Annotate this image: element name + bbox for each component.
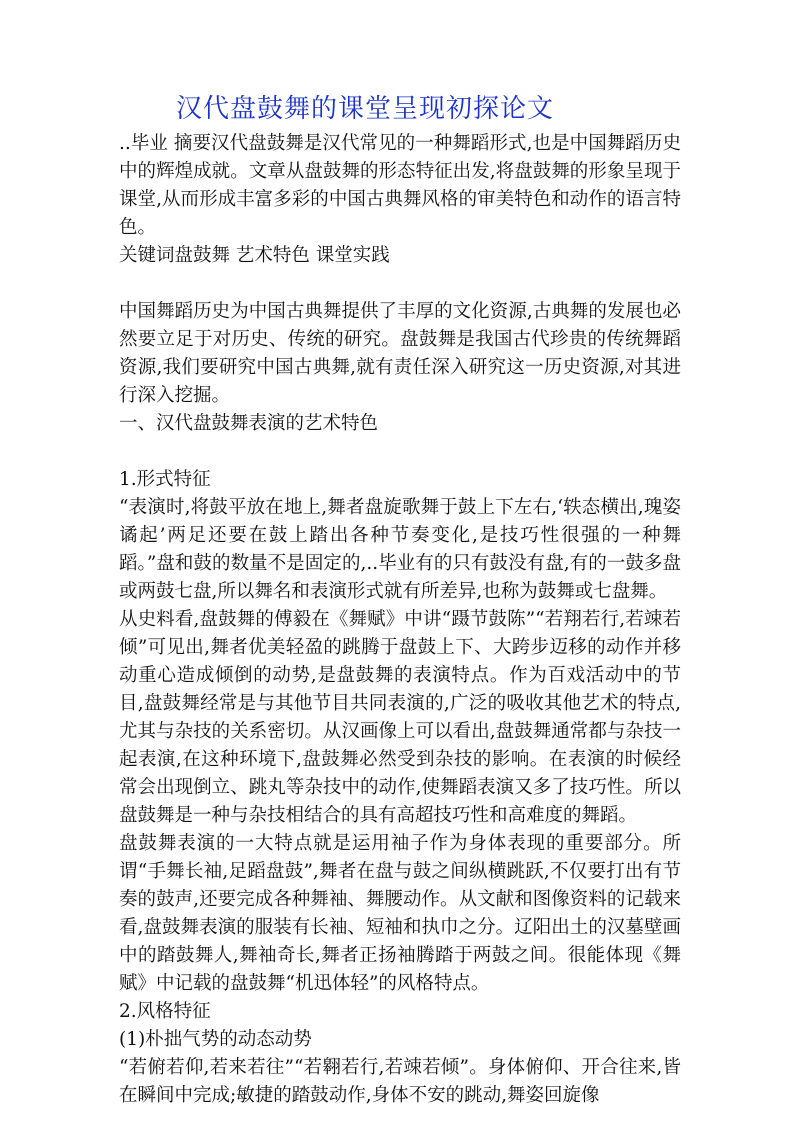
blank-line [119,438,681,466]
abstract-paragraph: ..毕业 摘要汉代盘鼓舞是汉代常见的一种舞蹈形式,也是中国舞蹈历史中的辉煌成就。文章从盘鼓舞的形态特征出发,将盘鼓舞的形象呈现于课堂,从而形成丰富多彩的中国古典舞风格的审美特色和动作的语言特色。 [119,133,681,238]
body-paragraph: 盘鼓舞表演的一大特点就是运用袖子作为身体表现的重要部分。所谓“手舞长袖,足蹈盘鼓”,舞者在盘与鼓之间纵横跳跃,不仅要打出有节奏的鼓声,还要完成各种舞袖、舞腰动作。从文献和图像资料的记载来看,盘鼓舞表演的服装有长袖、短袖和执巾之分。辽阳出土的汉墓壁画中的踏鼓舞人,舞袖奇长,舞者正扬袖腾踏于两鼓之间。很能体现《舞赋》中记载的盘鼓舞“机迅体轻”的风格特点。 [119,833,681,994]
document-title: 汉代盘鼓舞的课堂呈现初探论文 [176,94,555,124]
keywords-line: 关键词盘鼓舞 艺术特色 课堂实践 [119,245,390,266]
intro-paragraph: 中国舞蹈历史为中国古典舞提供了丰厚的文化资源,古典舞的发展也必然要立足于对历史、传统的研究。盘鼓舞是我国古代珍贵的传统舞蹈资源,我们要研究中国古典舞,就有责任深入研究这一历史资源,对其进行深入挖掘。 [119,301,681,406]
blank-line [119,270,681,298]
body-paragraph: 从史料看,盘鼓舞的傅毅在《舞赋》中讲“蹑节鼓陈”“若翔若行,若竦若倾”可见出,舞者优美轻盈的跳腾于盘鼓上下、大跨步迈移的动作并移动重心造成倾倒的动势,是盘鼓舞的表演特点。作为百戏活动中的节目,盘鼓舞经常是与其他节目共同表演的,广泛的吸收其他艺术的特点,尤其与杂技的关系密切。从汉画像上可以看出,盘鼓舞通常都与杂技一起表演,在这种环境下,盘鼓舞必然受到杂技的影响。在表演的时候经常会出现倒立、跳丸等杂技中的动作,使舞蹈表演又多了技巧性。所以盘鼓舞是一种与杂技相结合的具有高超技巧性和高难度的舞蹈。 [119,609,681,826]
subsection-heading: 2.风格特征 [119,1001,211,1022]
body-paragraph: “表演时,将鼓平放在地上,舞者盘旋歌舞于鼓上下左右,‘轶态横出,瑰姿谲起’两足还要在鼓上踏出各种节奏变化,是技巧性很强的一种舞蹈。”盘和鼓的数量不是固定的,..毕业有的只有鼓没有盘,有的一鼓多盘或两鼓七盘,所以舞名和表演形式就有所差异,也称为鼓舞或七盘舞。 [119,497,681,602]
document-body [119,130,681,1110]
section-heading: 一、汉代盘鼓舞表演的艺术特色 [119,413,379,434]
subsubsection-heading: (1)朴拙气势的动态动势 [119,1029,312,1050]
body-paragraph: “若俯若仰,若来若往”“若翱若行,若竦若倾”。身体俯仰、开合往来,皆在瞬间中完成;敏捷的踏鼓动作,身体不安的跳动,舞姿回旋像 [119,1057,681,1106]
subsection-heading: 1.形式特征 [119,469,211,490]
